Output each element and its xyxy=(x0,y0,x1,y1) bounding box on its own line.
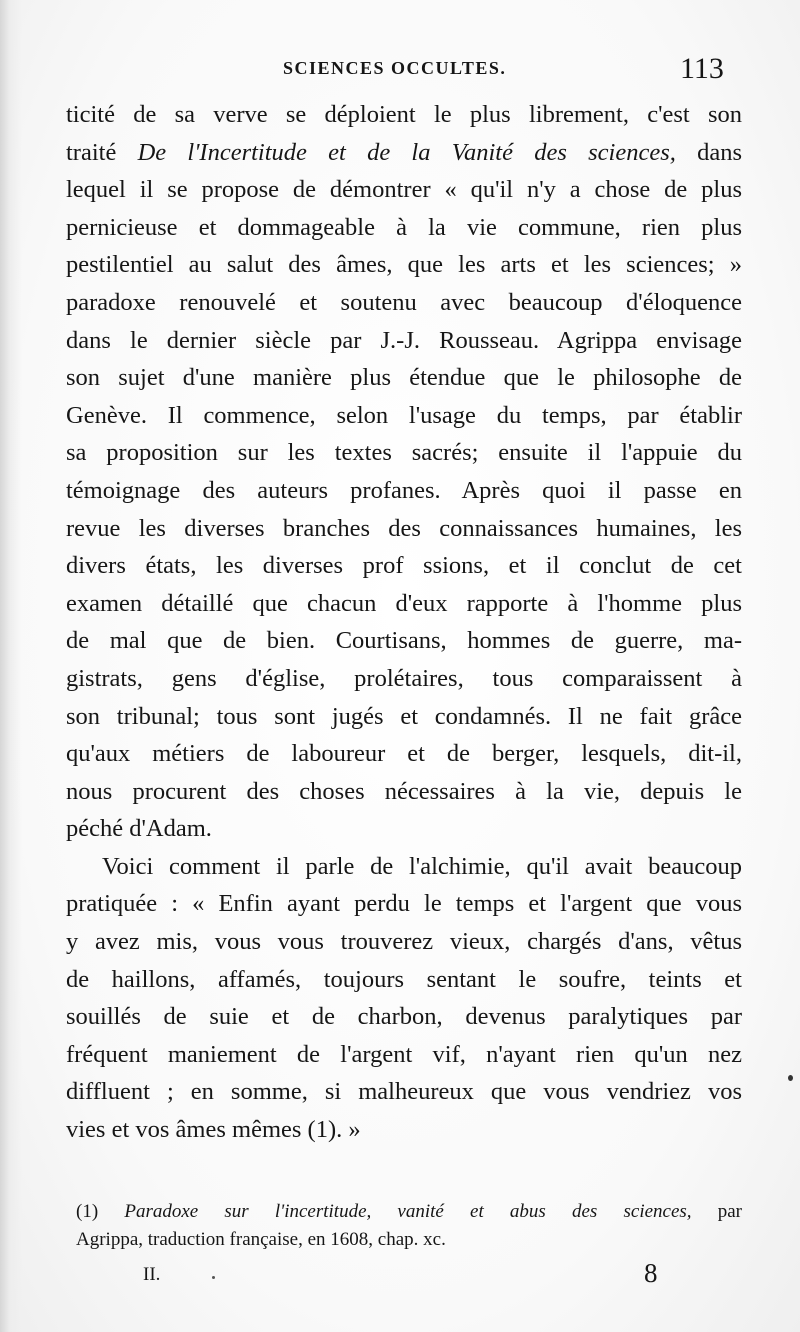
text-line-4: pernicieuse et dommageable à la vie commune, rien plus xyxy=(66,213,742,241)
text-line-1: ticité de sa verve se déploient le plus librement, c'est son xyxy=(66,101,742,128)
text-line-10: sa proposition sur les textes sacrés; ensuite il l'appuie du xyxy=(66,439,742,467)
text-line-3: lequel il se propose de démontrer « qu'il n'y a chose de plus xyxy=(66,176,742,204)
text-line-22: pratiquée : « Enfin ayant perdu le temps et l'argent que vous xyxy=(66,890,742,918)
text-line-6: paradoxe renouvelé et soutenu avec beaucoup d'éloquence xyxy=(66,288,742,316)
signature-mark: II. xyxy=(143,1264,161,1285)
text-line-11: témoignage des auteurs profanes. Après quoi il passe en xyxy=(66,476,742,504)
footnote xyxy=(76,1198,742,1254)
signature-bar xyxy=(0,1256,800,1296)
signature-number: 8 xyxy=(644,1258,658,1288)
text-line-13: divers états, les diverses prof ssions, et il conclut de cet xyxy=(66,552,742,580)
text-line-17: son tribunal; tous sont jugés et condamnés. Il ne fait grâce xyxy=(66,702,742,730)
text-line-23: y avez mis, vous vous trouverez vieux, chargés d'ans, vêtus xyxy=(66,928,742,956)
text-line-9: Genève. Il commence, selon l'usage du temps, par établir xyxy=(66,401,742,429)
page-number: 113 xyxy=(680,52,724,85)
footnote-line-2: Agrippa, traduction française, en 1608, chap. xc. xyxy=(76,1229,446,1250)
text-line-27: diffluent ; en somme, si malheureux que vous vendriez vos xyxy=(66,1078,742,1106)
text-line-16: gistrats, gens d'église, prolétaires, tous comparaissent à xyxy=(66,664,742,692)
text-line-19: nous procurent des choses nécessaires à la vie, depuis le xyxy=(66,777,742,805)
text-line-5: pestilentiel au salut des âmes, que les arts et les sciences; » xyxy=(66,251,742,279)
text-line-2: traité De l'Incertitude et de la Vanité des sciences, dans xyxy=(66,138,743,166)
text-line-8: son sujet d'une manière plus étendue que le philosophe de xyxy=(66,364,742,392)
gutter-shadow xyxy=(0,0,22,1332)
italic-title: Paradoxe sur l'incertitude, vanité et abus des sciences, xyxy=(124,1201,692,1222)
text-line-28: vies et vos âmes mêmes (1). » xyxy=(66,1116,361,1144)
text-line-12: revue les diverses branches des connaissances humaines, les xyxy=(66,514,742,542)
ink-speck xyxy=(788,1075,793,1081)
running-title: SCIENCES OCCULTES. xyxy=(283,58,507,78)
footnote-line-1: (1) Paradoxe sur l'incertitude, vanité et abus des sciences, par xyxy=(76,1201,743,1222)
text-line-21: Voici comment il parle de l'alchimie, qu'il avait beaucoup xyxy=(102,852,742,880)
text-line-14: examen détaillé que chacun d'eux rapporte à l'homme plus xyxy=(66,589,742,617)
text-line-7: dans le dernier siècle par J.-J. Rousseau. Agrippa envisage xyxy=(66,326,742,354)
ink-dot xyxy=(212,1276,215,1279)
body-text xyxy=(66,96,742,1149)
text-line-15: de mal que de bien. Courtisans, hommes de guerre, ma- xyxy=(66,627,742,655)
text-line-18: qu'aux métiers de laboureur et de berger, lesquels, dit-il, xyxy=(66,740,742,768)
text-line-26: fréquent maniement de l'argent vif, n'ayant rien qu'un nez xyxy=(66,1040,742,1068)
text-line-20: péché d'Adam. xyxy=(66,815,212,843)
page-header xyxy=(0,54,800,90)
text-line-25: souillés de suie et de charbon, devenus paralytiques par xyxy=(66,1003,742,1031)
italic-title: De l'Incertitude et de la Vanité des sciences, xyxy=(137,138,676,166)
text-line-24: de haillons, affamés, toujours sentant le soufre, teints et xyxy=(66,965,742,993)
